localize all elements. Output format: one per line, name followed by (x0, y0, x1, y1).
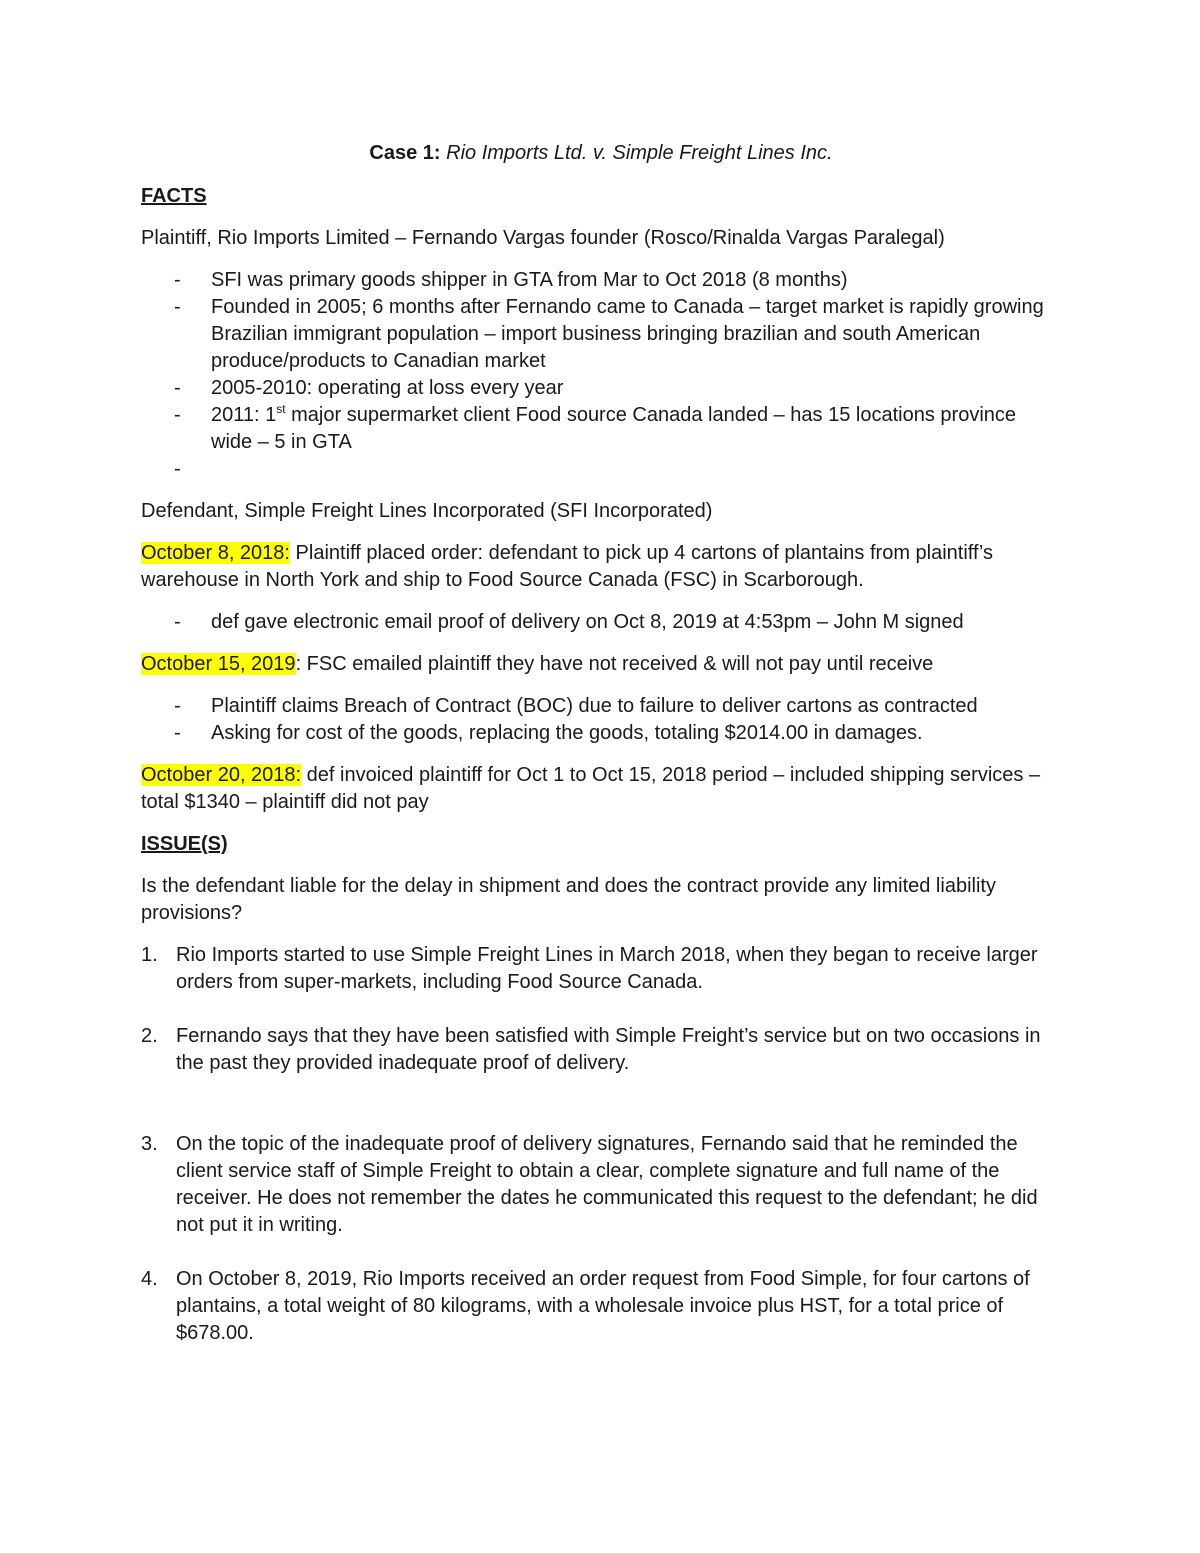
oct20-date-highlight: October 20, 2018: (141, 764, 302, 786)
list-item-text: 2011: 1 (211, 404, 277, 426)
oct8-paragraph (141, 540, 1061, 594)
item-text: Fernando says that they have been satisfied with Simple Freight’s service but on two occasions in the past they provided inadequate proof of delivery. (176, 1025, 1041, 1074)
document-body (141, 140, 1061, 1347)
oct15-bullets (141, 693, 1061, 747)
oct20-text: def invoiced plaintiff for Oct 1 to Oct 15, 2018 period – included shipping services – total $1340 – plaintiff did not pay (141, 764, 1041, 813)
facts-heading: FACTS (141, 185, 207, 207)
case-title-name: Rio Imports Ltd. v. Simple Freight Lines Inc. (446, 142, 833, 164)
list-item: - Founded in 2005; 6 months after Fernando came to Canada – target market is rapidly growing Brazilian immigrant population – import business bringing brazilian and south American produce/products to Canadian market (141, 294, 1061, 375)
oct8-text: Plaintiff placed order: defendant to pick up 4 cartons of plantains from plaintiff’s warehouse in North York and ship to Food Source Canada (FSC) in Scarborough. (141, 542, 993, 591)
numbered-item (141, 1131, 1061, 1239)
oct8-bullets (141, 609, 1061, 636)
issue-question: Is the defendant liable for the delay in shipment and does the contract provide any limited liability provisions? (141, 875, 996, 924)
list-item: - def gave electronic email proof of delivery on Oct 8, 2019 at 4:53pm – John M signed (141, 609, 1061, 636)
issues-heading: ISSUE(S) (141, 833, 228, 855)
plaintiff-line: Plaintiff, Rio Imports Limited – Fernando Vargas founder (Rosco/Rinalda Vargas Paralegal) (141, 227, 945, 249)
oct15-date-highlight: October 15, 2019 (141, 653, 296, 675)
list-item (141, 402, 1061, 456)
oct8-date-highlight: October 8, 2018: (141, 542, 290, 564)
defendant-line: Defendant, Simple Freight Lines Incorporated (SFI Incorporated) (141, 500, 713, 522)
ordinal-suffix: st (276, 402, 286, 416)
numbered-item (141, 1023, 1061, 1077)
numbered-item (141, 942, 1061, 996)
item-number: 1. (141, 944, 158, 966)
numbered-list (141, 942, 1061, 1347)
item-text: Rio Imports started to use Simple Freight Lines in March 2018, when they began to receive larger orders from super-markets, including Food Source Canada. (176, 944, 1038, 993)
list-item: - 2005-2010: operating at loss every year (141, 375, 1061, 402)
oct20-paragraph (141, 762, 1061, 816)
list-item: - Asking for cost of the goods, replacing the goods, totaling $2014.00 in damages. (141, 720, 1061, 747)
list-item-empty (141, 456, 1061, 483)
item-number: 4. (141, 1268, 158, 1290)
oct15-text: : FSC emailed plaintiff they have not received & will not pay until receive (295, 653, 934, 675)
numbered-item (141, 1266, 1061, 1347)
item-text: On the topic of the inadequate proof of delivery signatures, Fernando said that he reminded the client service staff of Simple Freight to obtain a clear, complete signature and full name of the receiver. He does not remember the dates he communicated this request to the defendant; he did not put it in writing. (176, 1133, 1038, 1236)
list-item: - SFI was primary goods shipper in GTA from Mar to Oct 2018 (8 months) (141, 267, 1061, 294)
item-number: 2. (141, 1025, 158, 1047)
case-title (141, 140, 1061, 167)
case-title-label: Case 1: (369, 142, 441, 164)
plaintiff-bullets (141, 267, 1061, 483)
list-item: - Plaintiff claims Breach of Contract (BOC) due to failure to deliver cartons as contracted (141, 693, 1061, 720)
oct15-paragraph (141, 651, 1061, 678)
item-number: 3. (141, 1133, 158, 1155)
list-item-text: major supermarket client Food source Canada landed – has 15 locations province wide – 5 in GTA (211, 404, 1017, 453)
item-text: On October 8, 2019, Rio Imports received an order request from Food Simple, for four cartons of plantains, a total weight of 80 kilograms, with a wholesale invoice plus HST, for a total price of $678.00. (176, 1268, 1030, 1344)
